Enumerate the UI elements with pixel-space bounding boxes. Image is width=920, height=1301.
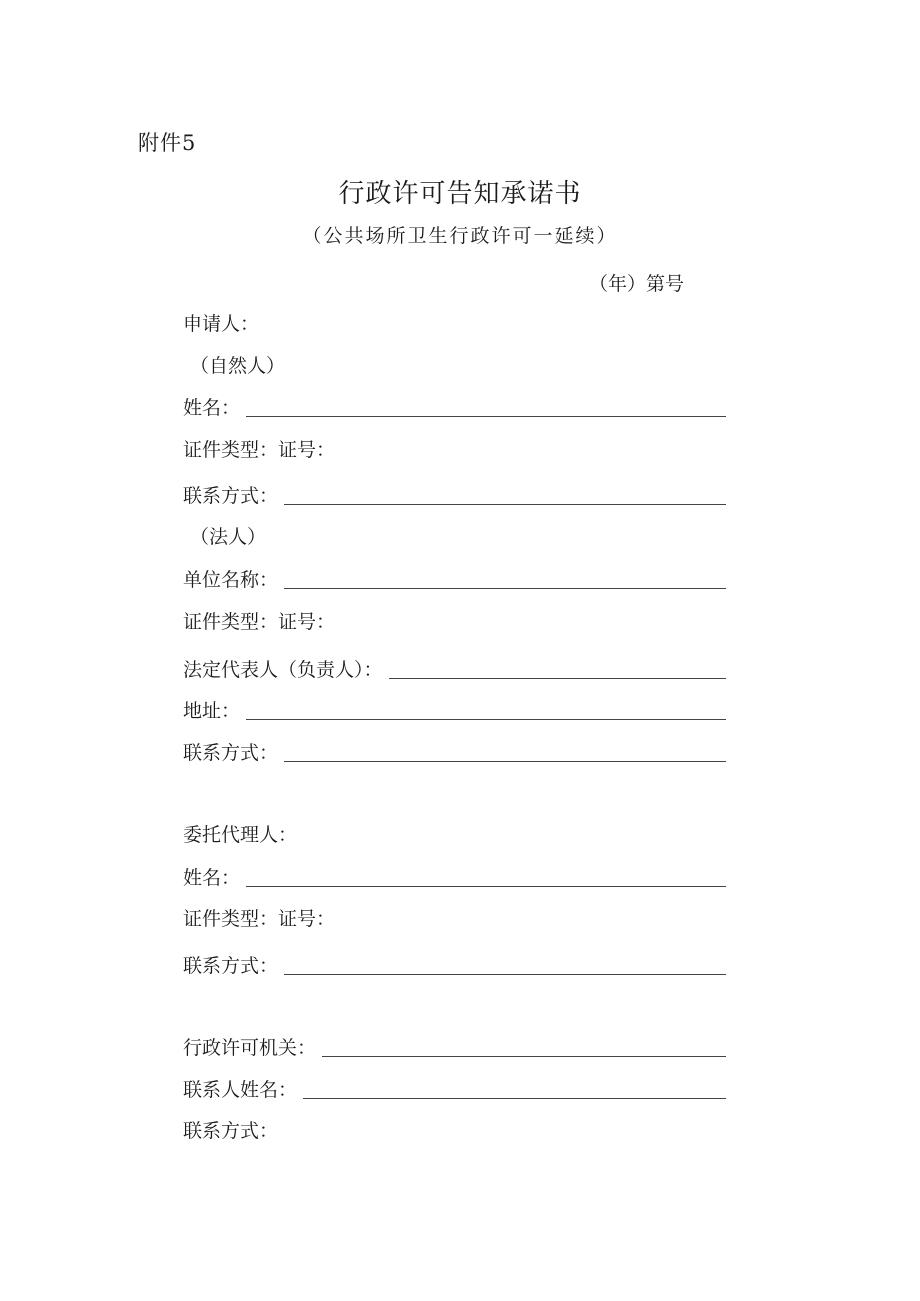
agent-heading: 委托代理人： [183, 824, 298, 846]
legal-person-heading: （法人） [190, 526, 267, 548]
agent-id-type-label: 证件类型：证号： [183, 908, 336, 930]
authority-org-line[interactable] [322, 1038, 726, 1057]
agent-contact-label: 联系方式： [183, 955, 279, 977]
natural-name-field[interactable] [183, 392, 726, 420]
document-number: （年）第号 [588, 273, 684, 295]
legal-rep-label: 法定代表人（负责人）： [183, 659, 383, 681]
legal-rep-line[interactable] [389, 660, 726, 679]
legal-unit-line[interactable] [284, 570, 726, 589]
agent-contact-line[interactable] [284, 956, 726, 975]
legal-address-label: 地址： [183, 700, 241, 722]
authority-contact-name-line[interactable] [303, 1080, 726, 1099]
agent-name-field[interactable] [183, 862, 726, 890]
applicant-heading: 申请人： [183, 313, 260, 335]
authority-contact-name-label: 联系人姓名： [183, 1079, 298, 1101]
document-title: 行政许可告知承诺书 [338, 179, 582, 209]
legal-address-field[interactable] [183, 695, 726, 723]
legal-address-line[interactable] [246, 701, 726, 720]
legal-rep-field[interactable] [183, 654, 726, 682]
agent-contact-field[interactable] [183, 950, 726, 978]
agent-name-label: 姓名： [183, 867, 241, 889]
legal-contact-line[interactable] [284, 743, 726, 762]
document-subtitle: （公共场所卫生行政许可一延续） [302, 225, 618, 247]
authority-org-label: 行政许可机关： [183, 1037, 317, 1059]
legal-unit-label: 单位名称： [183, 569, 279, 591]
legal-contact-field[interactable] [183, 737, 726, 765]
authority-contact-name-field[interactable] [183, 1074, 726, 1102]
attachment-label: 附件5 [138, 131, 197, 155]
natural-person-heading: （自然人） [190, 355, 286, 377]
legal-unit-field[interactable] [183, 564, 726, 592]
natural-name-label: 姓名： [183, 397, 241, 419]
natural-contact-field[interactable] [183, 480, 726, 508]
natural-contact-line[interactable] [284, 486, 726, 505]
legal-id-type-label: 证件类型：证号： [183, 611, 336, 633]
legal-contact-label: 联系方式： [183, 742, 279, 764]
natural-id-type-label: 证件类型：证号： [183, 439, 336, 461]
authority-org-field[interactable] [183, 1032, 726, 1060]
agent-name-line[interactable] [246, 868, 726, 887]
authority-contact-label: 联系方式： [183, 1120, 279, 1142]
natural-name-line[interactable] [246, 398, 726, 417]
natural-contact-label: 联系方式： [183, 485, 279, 507]
